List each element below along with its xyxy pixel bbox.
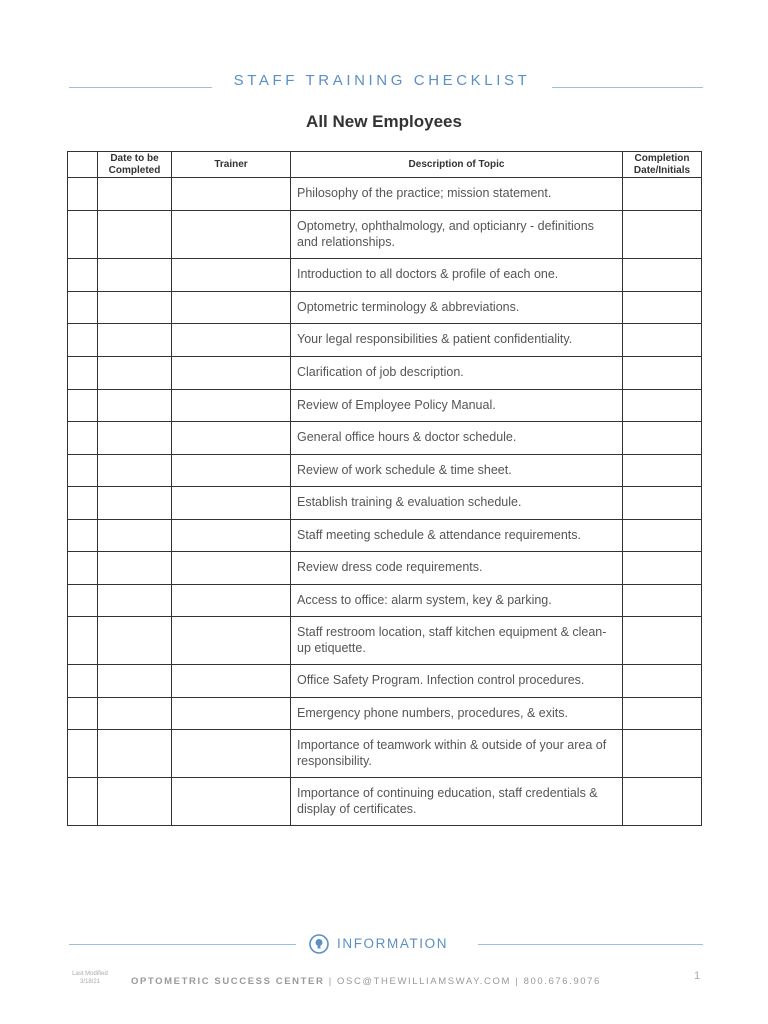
table-body bbox=[68, 178, 702, 826]
table-row bbox=[68, 357, 702, 390]
completion-cell[interactable] bbox=[623, 422, 702, 455]
completion-cell[interactable] bbox=[623, 455, 702, 487]
trainer-cell[interactable] bbox=[172, 178, 291, 211]
date-to-complete-cell[interactable] bbox=[98, 617, 172, 665]
completion-cell[interactable] bbox=[623, 324, 702, 357]
topic-description: Your legal responsibilities & patient confidentiality. bbox=[291, 324, 623, 357]
topic-description: Access to office: alarm system, key & parking. bbox=[291, 585, 623, 617]
completion-cell[interactable] bbox=[623, 487, 702, 520]
col-header-description: Description of Topic bbox=[291, 152, 623, 178]
date-to-complete-cell[interactable] bbox=[98, 211, 172, 259]
check-cell[interactable] bbox=[68, 698, 98, 730]
trainer-cell[interactable] bbox=[172, 292, 291, 324]
check-cell[interactable] bbox=[68, 259, 98, 292]
last-modified-label: Last Modified bbox=[72, 971, 108, 977]
topic-description: Emergency phone numbers, procedures, & exits. bbox=[291, 698, 623, 730]
table-row bbox=[68, 390, 702, 422]
col-header-trainer: Trainer bbox=[172, 152, 291, 178]
trainer-cell[interactable] bbox=[172, 455, 291, 487]
trainer-cell[interactable] bbox=[172, 778, 291, 826]
check-cell[interactable] bbox=[68, 778, 98, 826]
check-cell[interactable] bbox=[68, 357, 98, 390]
trainer-cell[interactable] bbox=[172, 211, 291, 259]
document-subtitle: All New Employees bbox=[306, 112, 462, 131]
check-cell[interactable] bbox=[68, 292, 98, 324]
topic-description: General office hours & doctor schedule. bbox=[291, 422, 623, 455]
topic-description: Review of Employee Policy Manual. bbox=[291, 390, 623, 422]
trainer-cell[interactable] bbox=[172, 259, 291, 292]
trainer-cell[interactable] bbox=[172, 698, 291, 730]
completion-cell[interactable] bbox=[623, 292, 702, 324]
trainer-cell[interactable] bbox=[172, 390, 291, 422]
col-header-date-to-complete: Date to be Completed bbox=[98, 152, 172, 178]
separator: | bbox=[515, 976, 520, 987]
date-to-complete-cell[interactable] bbox=[98, 422, 172, 455]
date-to-complete-cell[interactable] bbox=[98, 259, 172, 292]
trainer-cell[interactable] bbox=[172, 730, 291, 778]
training-checklist-table bbox=[67, 151, 702, 826]
check-cell[interactable] bbox=[68, 617, 98, 665]
completion-cell[interactable] bbox=[623, 778, 702, 826]
completion-cell[interactable] bbox=[623, 259, 702, 292]
date-to-complete-cell[interactable] bbox=[98, 487, 172, 520]
topic-description: Office Safety Program. Infection control procedures. bbox=[291, 665, 623, 698]
table-row bbox=[68, 324, 702, 357]
topic-description: Philosophy of the practice; mission statement. bbox=[291, 178, 623, 211]
last-modified bbox=[60, 970, 120, 986]
table-row bbox=[68, 730, 702, 778]
completion-cell[interactable] bbox=[623, 730, 702, 778]
check-cell[interactable] bbox=[68, 178, 98, 211]
topic-description: Review dress code requirements. bbox=[291, 552, 623, 585]
completion-cell[interactable] bbox=[623, 390, 702, 422]
col-header-completion: Completion Date/Initials bbox=[623, 152, 702, 178]
trainer-cell[interactable] bbox=[172, 520, 291, 552]
check-cell[interactable] bbox=[68, 552, 98, 585]
check-cell[interactable] bbox=[68, 390, 98, 422]
trainer-cell[interactable] bbox=[172, 585, 291, 617]
header-rule-left bbox=[69, 87, 212, 88]
check-cell[interactable] bbox=[68, 324, 98, 357]
date-to-complete-cell[interactable] bbox=[98, 585, 172, 617]
date-to-complete-cell[interactable] bbox=[98, 552, 172, 585]
completion-cell[interactable] bbox=[623, 617, 702, 665]
check-cell[interactable] bbox=[68, 455, 98, 487]
completion-cell[interactable] bbox=[623, 665, 702, 698]
table-row bbox=[68, 665, 702, 698]
contact-phone[interactable]: 800.676.9076 bbox=[523, 976, 601, 987]
date-to-complete-cell[interactable] bbox=[98, 698, 172, 730]
trainer-cell[interactable] bbox=[172, 422, 291, 455]
page-number: 1 bbox=[694, 970, 701, 982]
header-rule-right bbox=[552, 87, 703, 88]
topic-description: Establish training & evaluation schedule. bbox=[291, 487, 623, 520]
topic-description: Staff meeting schedule & attendance requirements. bbox=[291, 520, 623, 552]
company-name: OPTOMETRIC SUCCESS CENTER bbox=[131, 976, 325, 987]
completion-cell[interactable] bbox=[623, 698, 702, 730]
topic-description: Importance of continuing education, staff credentials & display of certificates. bbox=[291, 778, 623, 826]
trainer-cell[interactable] bbox=[172, 487, 291, 520]
check-cell[interactable] bbox=[68, 520, 98, 552]
trainer-cell[interactable] bbox=[172, 665, 291, 698]
table-row bbox=[68, 698, 702, 730]
check-cell[interactable] bbox=[68, 422, 98, 455]
table-row bbox=[68, 585, 702, 617]
check-cell[interactable] bbox=[68, 211, 98, 259]
table-row bbox=[68, 487, 702, 520]
table-row bbox=[68, 617, 702, 665]
contact-email[interactable]: OSC@THEWILLIAMSWAY.COM bbox=[337, 976, 512, 987]
table-header-row bbox=[68, 152, 702, 178]
table-row bbox=[68, 778, 702, 826]
date-to-complete-cell[interactable] bbox=[98, 665, 172, 698]
table-row bbox=[68, 552, 702, 585]
check-cell[interactable] bbox=[68, 585, 98, 617]
topic-description: Clarification of job description. bbox=[291, 357, 623, 390]
completion-cell[interactable] bbox=[623, 357, 702, 390]
table-row bbox=[68, 178, 702, 211]
date-to-complete-cell[interactable] bbox=[98, 292, 172, 324]
last-modified-date: 3/18/21 bbox=[79, 979, 101, 985]
date-to-complete-cell[interactable] bbox=[98, 520, 172, 552]
footer-rule-right bbox=[478, 944, 703, 945]
date-to-complete-cell[interactable] bbox=[98, 178, 172, 211]
topic-description: Introduction to all doctors & profile of each one. bbox=[291, 259, 623, 292]
document-title: STAFF TRAINING CHECKLIST bbox=[233, 72, 531, 89]
check-cell[interactable] bbox=[68, 487, 98, 520]
col-header-check bbox=[68, 152, 98, 178]
date-to-complete-cell[interactable] bbox=[98, 324, 172, 357]
topic-description: Optometry, ophthalmology, and opticianry - definitions and relationships. bbox=[291, 211, 623, 259]
trainer-cell[interactable] bbox=[172, 552, 291, 585]
table-row bbox=[68, 455, 702, 487]
lightbulb-info-icon bbox=[309, 934, 329, 954]
topic-description: Importance of teamwork within & outside of your area of responsibility. bbox=[291, 730, 623, 778]
completion-cell[interactable] bbox=[623, 178, 702, 211]
topic-description: Staff restroom location, staff kitchen equipment & clean-up etiquette. bbox=[291, 617, 623, 665]
check-cell[interactable] bbox=[68, 665, 98, 698]
date-to-complete-cell[interactable] bbox=[98, 357, 172, 390]
table-row bbox=[68, 259, 702, 292]
topic-description: Optometric terminology & abbreviations. bbox=[291, 292, 623, 324]
date-to-complete-cell[interactable] bbox=[98, 778, 172, 826]
trainer-cell[interactable] bbox=[172, 617, 291, 665]
date-to-complete-cell[interactable] bbox=[98, 455, 172, 487]
table-row bbox=[68, 292, 702, 324]
check-cell[interactable] bbox=[68, 730, 98, 778]
trainer-cell[interactable] bbox=[172, 324, 291, 357]
footer-rule-left bbox=[69, 944, 296, 945]
completion-cell[interactable] bbox=[623, 585, 702, 617]
completion-cell[interactable] bbox=[623, 552, 702, 585]
separator: | bbox=[328, 976, 333, 987]
topic-description: Review of work schedule & time sheet. bbox=[291, 455, 623, 487]
completion-cell[interactable] bbox=[623, 520, 702, 552]
completion-cell[interactable] bbox=[623, 211, 702, 259]
table-row bbox=[68, 422, 702, 455]
footer-contact-line bbox=[131, 976, 601, 987]
date-to-complete-cell[interactable] bbox=[98, 390, 172, 422]
table-row bbox=[68, 520, 702, 552]
table-row bbox=[68, 211, 702, 259]
information-label: INFORMATION bbox=[337, 936, 449, 951]
trainer-cell[interactable] bbox=[172, 357, 291, 390]
date-to-complete-cell[interactable] bbox=[98, 730, 172, 778]
